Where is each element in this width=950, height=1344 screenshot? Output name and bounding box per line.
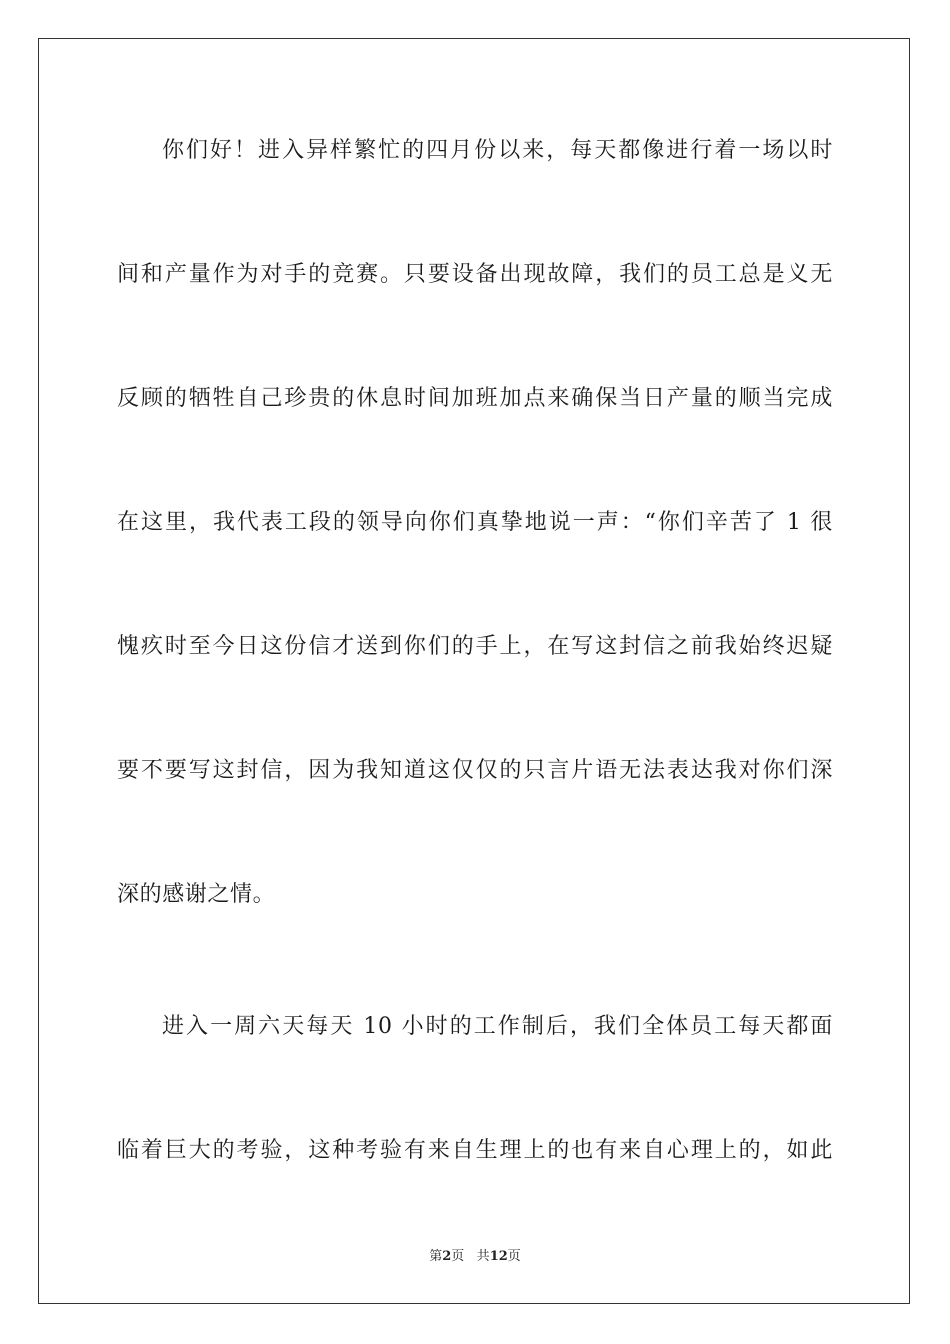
page-number: 2 — [442, 1249, 452, 1264]
paragraph-2-line-2: 临着巨大的考验，这种考验有来自生理上的也有来自心理上的，如此 — [117, 1138, 833, 1163]
paragraph-1-line-3: 反顾的牺牲自己珍贵的休息时间加班加点来确保当日产量的顺当完成 — [117, 386, 833, 411]
total-pages: 12 — [489, 1249, 508, 1264]
paragraph-1-line-7: 深的感谢之情。 — [117, 882, 276, 907]
paragraph-1-line-6: 要不要写这封信，因为我知道这仅仅的只言片语无法表达我对你们深 — [117, 758, 833, 783]
total-suffix: 页 — [507, 1249, 521, 1264]
paragraph-1-line-5: 愧疚时至今日这份信才送到你们的手上，在写这封信之前我始终迟疑 — [117, 634, 833, 659]
page-border — [38, 38, 910, 1304]
paragraph-2-line-1: 进入一周六天每天 10 小时的工作制后，我们全体员工每天都面 — [162, 1014, 833, 1039]
total-prefix: 共 — [476, 1249, 490, 1264]
page-footer — [0, 1248, 950, 1266]
page-suffix: 页 — [451, 1249, 465, 1264]
page-prefix: 第 — [429, 1249, 443, 1264]
paragraph-1-line-1: 你们好！进入异样繁忙的四月份以来，每天都像进行着一场以时 — [162, 138, 833, 163]
paragraph-1-line-2: 间和产量作为对手的竞赛。只要设备出现故障，我们的员工总是义无 — [117, 262, 833, 287]
paragraph-1-line-4: 在这里，我代表工段的领导向你们真挚地说一声：“你们辛苦了 1 很 — [117, 510, 833, 535]
